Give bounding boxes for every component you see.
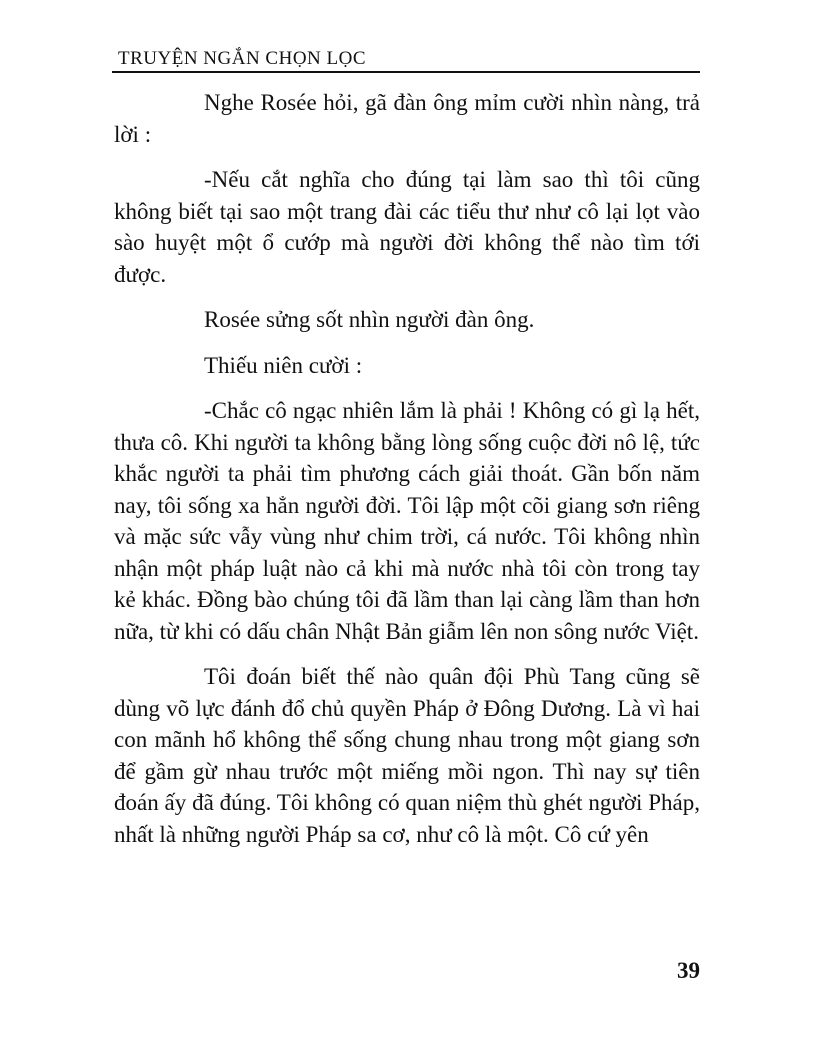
page-number: 39: [677, 958, 700, 983]
paragraph: -Nếu cắt nghĩa cho đúng tại làm sao thì tôi cũng không biết tại sao một trang đài các tiểu thư như cô lại lọt vào sào huyệt một ổ cướp mà người đời không thể nào tìm tới được.: [114, 167, 700, 287]
paragraph: Tôi đoán biết thế nào quân đội Phù Tang cũng sẽ dùng võ lực đánh đổ chủ quyền Pháp ở Đông Dương. Là vì hai con mãnh hổ không thể sống chung nhau trong một giang sơn để gầm gừ nhau trước một miếng mồi ngon. Thì nay sự tiên đoán ấy đã đúng. Tôi không có quan niệm thù ghét người Pháp, nhất là những người Pháp sa cơ, như cô là một. Cô cứ yên: [114, 664, 700, 847]
header-divider: [112, 71, 700, 73]
paragraph: Rosée sửng sốt nhìn người đàn ông.: [204, 307, 535, 332]
body-text: [114, 87, 700, 864]
paragraph: -Chắc cô ngạc nhiên lắm là phải ! Không có gì lạ hết, thưa cô. Khi người ta không bằng lòng sống cuộc đời nô lệ, tức khắc người ta phải tìm phương cách giải thoát. Gần bốn năm nay, tôi sống xa hẳn người đời. Tôi lập một cõi giang sơn riêng và mặc sức vẫy vùng như chim trời, cá nước. Tôi không nhìn nhận một pháp luật nào cả khi mà nước nhà tôi còn trong tay kẻ khác. Đồng bào chúng tôi đã lầm than lại càng lầm than hơn nữa, từ khi có dấu chân Nhật Bản giẫm lên non sông nước Việt.: [114, 398, 700, 644]
paragraph: Nghe Rosée hỏi, gã đàn ông mỉm cười nhìn nàng, trả lời :: [114, 90, 700, 147]
paragraph: Thiếu niên cười :: [204, 352, 363, 378]
running-header-title: TRUYỆN NGẮN CHỌN LỌC: [118, 48, 367, 69]
